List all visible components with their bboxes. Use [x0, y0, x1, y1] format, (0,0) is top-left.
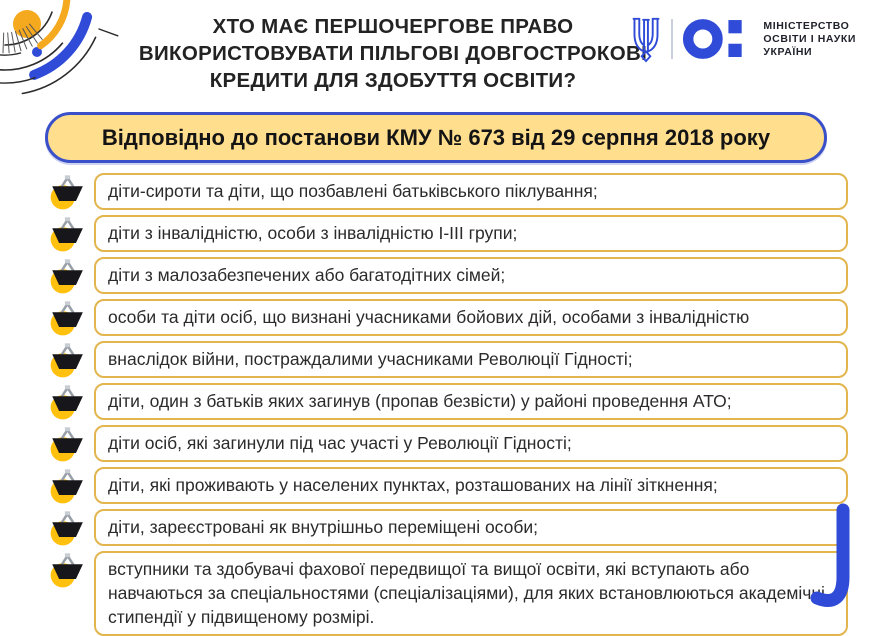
ministry-name-line: ОСВІТИ І НАУКИ — [763, 32, 856, 45]
list-item — [48, 551, 848, 636]
binder-clip-icon — [48, 551, 94, 589]
list-item-text: діти-сироти та діти, що позбавлені батьківського піклування; — [108, 181, 598, 201]
list-item-box — [94, 509, 848, 546]
list-item — [48, 467, 848, 505]
mon-o-colon-icon — [682, 17, 754, 61]
ministry-logo — [630, 13, 856, 65]
blue-curve-decoration — [808, 503, 856, 615]
list-item — [48, 257, 848, 295]
list-item-text: діти, один з батьків яких загинув (пропав безвісти) у районі проведення АТО; — [108, 391, 732, 411]
list-item-box — [94, 341, 848, 378]
list-item-box — [94, 299, 848, 336]
decree-banner-text: Відповідно до постанови КМУ № 673 від 29 серпня 2018 року — [101, 124, 771, 150]
list-item-text: вступники та здобувачі фахової передвищої та вищої освіти, які вступають або навчаються за спеціальностями (спеціалізаціями), для яких встановлюються академічні стипендії у підвищеному розмірі. — [108, 559, 825, 628]
list-item — [48, 383, 848, 421]
ministry-name — [763, 20, 856, 59]
page-title-line: ХТО МАЄ ПЕРШОЧЕРГОВЕ ПРАВО — [212, 15, 574, 38]
ministry-name-line: МІНІСТЕРСТВО — [763, 19, 850, 32]
binder-clip-icon — [48, 425, 94, 463]
list-item-text: діти, які проживають у населених пунктах, розташованих на лінії зіткнення; — [108, 475, 718, 495]
list-item — [48, 215, 848, 253]
binder-clip-icon — [48, 299, 94, 337]
binder-clip-icon — [48, 257, 94, 295]
page-title-line: ВИКОРИСТОВУВАТИ ПІЛЬГОВІ ДОВГОСТРОКОВІ — [138, 42, 648, 65]
decree-banner — [45, 112, 827, 163]
list-item-text: діти з малозабезпечених або багатодітних сімей; — [108, 265, 506, 285]
binder-clip-icon — [48, 215, 94, 253]
list-item — [48, 341, 848, 379]
binder-clip-icon — [48, 467, 94, 505]
logo-divider — [671, 19, 673, 59]
list-item — [48, 173, 848, 211]
list-item-box — [94, 215, 848, 252]
list-item-box — [94, 425, 848, 462]
binder-clip-icon — [48, 173, 94, 211]
binder-clip-icon — [48, 341, 94, 379]
list-item-text: діти, зареєстровані як внутрішньо переміщені особи; — [108, 517, 539, 537]
list-item-text: внаслідок війни, постраждалими учасниками Революції Гідності; — [108, 349, 633, 369]
list-item-text: діти осіб, які загинули під час участі у Революції Гідності; — [108, 433, 572, 453]
page-title — [132, 13, 654, 94]
page-title-line: КРЕДИТИ ДЛЯ ЗДОБУТТЯ ОСВІТИ? — [209, 69, 577, 92]
list-item-box — [94, 257, 848, 294]
priority-list — [48, 173, 848, 636]
ministry-name-line: УКРАЇНИ — [763, 45, 813, 58]
list-item — [48, 425, 848, 463]
list-item — [48, 509, 848, 547]
binder-clip-icon — [48, 509, 94, 547]
trident-icon — [630, 15, 662, 63]
list-item-text: діти з інвалідністю, особи з інвалідністю І-ІІІ групи; — [108, 223, 518, 243]
binder-clip-icon — [48, 383, 94, 421]
list-item-box — [94, 467, 848, 504]
list-item-box — [94, 551, 848, 636]
list-item-box — [94, 173, 848, 210]
list-item-text: особи та діти осіб, що визнані учасниками бойових дій, особами з інвалідністю — [108, 307, 750, 327]
list-item — [48, 299, 848, 337]
list-item-box — [94, 383, 848, 420]
